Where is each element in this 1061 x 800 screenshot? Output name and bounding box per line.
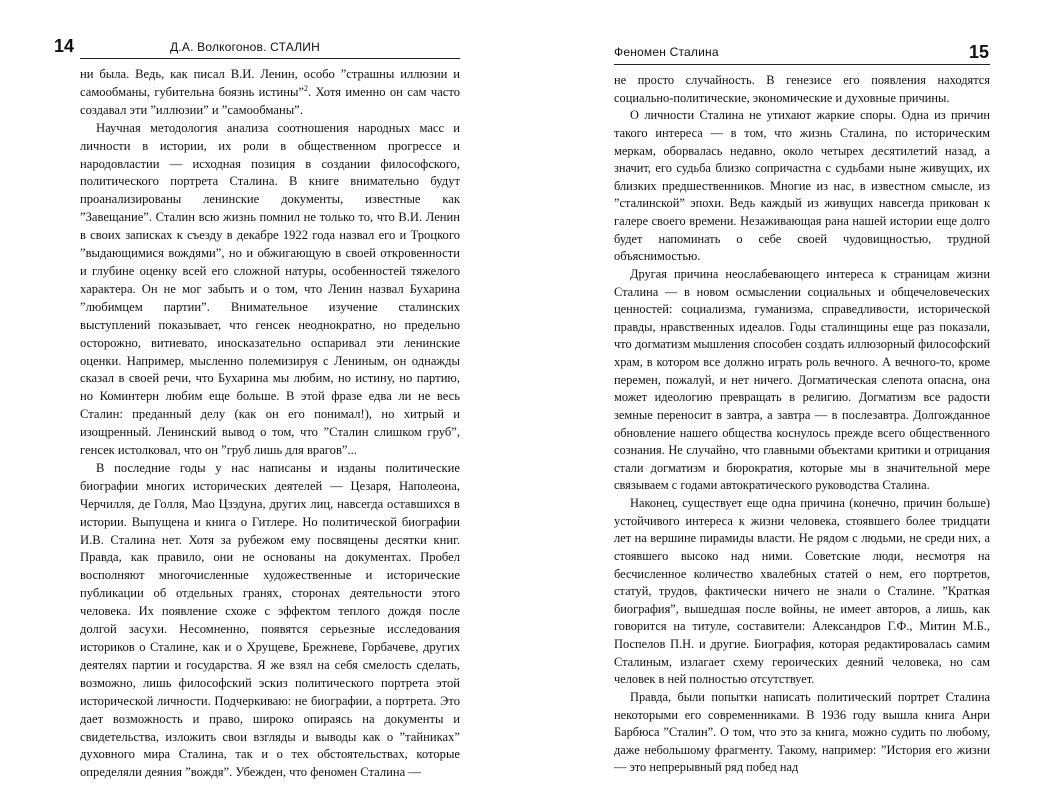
running-head: Д.А. Волкогонов. СТАЛИН bbox=[170, 40, 320, 54]
left-page bbox=[0, 0, 530, 800]
paragraph: ни была. Ведь, как писал В.И. Ленин, особо ”страшны иллюзии и самообманы, губительна боязнь истины”$^2$. Хотя именно он сам часто создавал эти ”иллюзии” и ”самообманы”. bbox=[80, 67, 461, 117]
header-rule bbox=[80, 58, 460, 59]
header-rule bbox=[614, 64, 990, 65]
footnote-reference: 2 bbox=[304, 83, 309, 93]
paragraph: О личности Сталина не утихают жаркие споры. Одна из причин такого интереса — в том, что жизнь Сталина, по историческим меркам, оборвалась недавно, около четырех десятилетий назад, а значит, его судьба близко сопричастна с судьбами ныне живущих, их близких предшественников. Многие из нас, в известном смысле, из ”сталинской” эпохи. Ведь каждый из живущих навсегда прикован к галере своего времени. Незаживающая рана нашей истории еще долго будет напоминать о себе своей чудовищностью, трудной объяснимостью. bbox=[614, 108, 990, 264]
running-head: Феномен Сталина bbox=[614, 45, 719, 59]
page-number: 14 bbox=[54, 36, 75, 56]
paragraph: Научная методология анализа соотношения народных масс и личности в истории, их роли в общественном прогрессе и народовластии — исходная позиция в создании философского, политического портрета Сталина. В книге внимательно будут проанализированы ленинские документы, известные как ”Завещание”. Сталин всю жизнь помнил не только то, что В.И. Ленин в своих записках к съезду в декабре 1922 года назвал его и Троцкого ”выдающимися вождями”, но и обжигающую в своей откровенности и глубине оценку всей его сложной натуры, особенностей тяжелого характера. Он не мог забыть и о том, что Ленин назвал Бухарина ”любимцем партии”. Внимательное изучение сталинских выступлений показывает, что генсек неоднократно, но предельно осторожно, витиевато, иносказательно оспаривал эти ленинские оценки. Например, мысленно полемизируя с Лениным, он однажды сказал в своей речи, что Бухарина мы любим, но истину, но партию, но Коминтерн любим еще больше. В этой фразе едва ли не весь Сталин: преданный делу (как он его понимал!), но хитрый и изощренный. Ленинский вывод о том, что ”Сталин слишком груб”, генсек истолковал, что он ”груб лишь для врагов”... bbox=[80, 120, 460, 458]
page-number: 15 bbox=[969, 42, 990, 62]
paragraph: В последние годы у нас написаны и изданы политические биографии многих исторических деятелей — Цезаря, Наполеона, Черчилля, де Голля, Мао Цзэдуна, других лиц, навсегда оставшихся в истории. Выпущена и книга о Гитлере. Но политической биографии И.В. Сталина нет. Хотя за рубежом ему посвящены десятки книг. Правда, как правило, они не основаны на документах. Пробел восполняют многочисленные художественные и исторические публикации об отдельных гранях, сторонах деятельности этого человека. Их появление схоже с эффектом теплого дождя после долгой засухи. Несомненно, появятся серьезные исследования историков о Сталине, как и о Хрущеве, Брежневе, Горбачеве, других деятелях партии и государства. Я же взял на себя смелость сделать, возможно, лишь философский эскиз политического портрета этой исторической личности. Подчеркиваю: не биографии, а портрета. Это дает возможность и право, широко опираясь на документы и свидетельства, изложить свои взгляды и выводы как о ”тайниках” духовного мира Сталина, так и о тех обстоятельствах, которые определяли деяния ”вождя”. Убежден, что феномен Сталина — bbox=[80, 460, 460, 780]
paragraph: Наконец, существует еще одна причина (конечно, причин больше) устойчивого интереса к жизни человека, стоявшего более тридцати лет на вершине пирамиды власти. Не рядом с людьми, не среди них, а стоявшего высоко над ними. Советские люди, несмотря на бесчисленное количество хвалебных статей о нем, его портретов, статуй, трудов, фактически ничего не знали о Сталине. ”Краткая биография”, вышедшая после войны, не имеет авторов, а лишь, как говорится на титуле, составители: Александров Г.Ф., Митин М.Б., Поспелов П.Н. и другие. Биография, которая редактировалась самим Сталиным, излагает схему героических деяний человека, но сам человек в ней полностью отсутствует. bbox=[614, 496, 990, 687]
paragraph: Правда, были попытки написать политический портрет Сталина некоторыми его современниками. В 1936 году вышла книга Анри Барбюса ”Сталин”. О том, что это за книга, можно судить по любому, даже небольшому фрагменту. Такому, например: ”История его жизни — это непрерывный ряд побед над bbox=[614, 689, 990, 775]
body-text bbox=[614, 72, 990, 777]
paragraph: Другая причина неослабевающего интереса к страницам жизни Сталина — в новом осмыслении социальных и общечеловеческих ценностей: социализма, гуманизма, справедливости, исторической правды, нравственных идеалов. Годы сталинщины еще раз показали, что догматизм мышления способен создать иллюзорный философский храм, в котором все должно играть роль вечного. А вечного-то, кроме перемен, пожалуй, и нет ничего. Догматическая слепота опасна, она может идеологию превращать в религию. Догматизм все радости земные переносит в завтра, а завтра — в послезавтра. Долгожданное обновление нашего общества коснулось прежде всего общественного сознания. Не случайно, что главными объектами критики и отрицания стали догматизм и бюрократия, которые мы в значительной мере связываем с годами автократического руководства Сталина. bbox=[614, 266, 990, 493]
body-text bbox=[80, 66, 460, 782]
right-page bbox=[530, 0, 1061, 800]
paragraph: не просто случайность. В генезисе его появления находятся социально-политические, экономические и духовные причины. bbox=[614, 73, 990, 105]
